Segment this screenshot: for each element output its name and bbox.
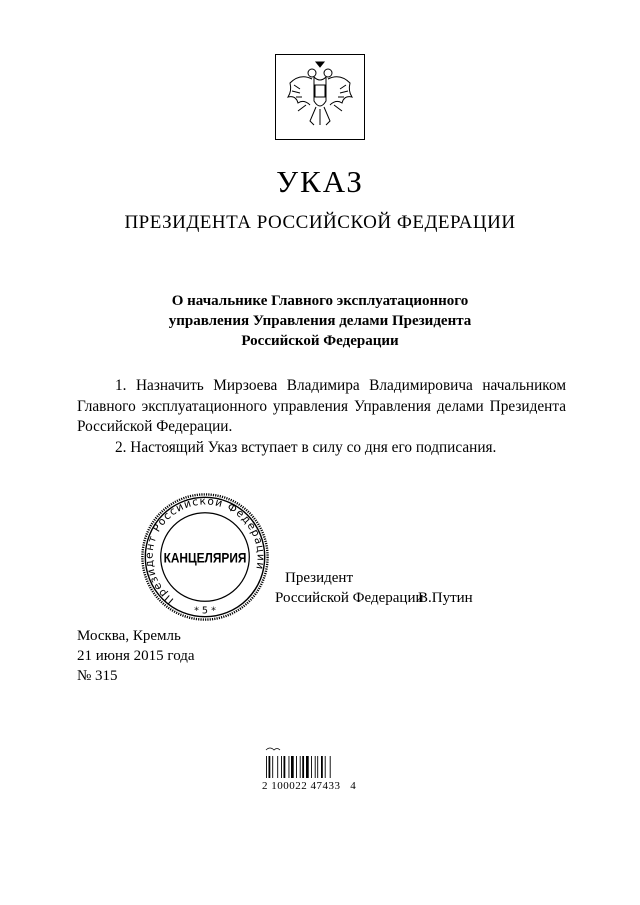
stamp-ring-text: Президент Российской Федерации bbox=[143, 495, 267, 607]
barcode-bar bbox=[330, 756, 331, 778]
barcode-bar bbox=[300, 756, 301, 778]
stamp-number: * 5 * bbox=[194, 605, 216, 617]
document-subtitle: ПРЕЗИДЕНТА РОССИЙСКОЙ ФЕДЕРАЦИИ bbox=[124, 212, 516, 233]
barcode-bar bbox=[302, 756, 304, 778]
place: Москва, Кремль bbox=[77, 628, 181, 644]
decree-body bbox=[77, 376, 566, 458]
barcode-bar bbox=[272, 756, 273, 778]
barcode-bar bbox=[315, 756, 316, 778]
barcode-bar bbox=[291, 756, 294, 778]
document-title: УКАЗ bbox=[276, 164, 364, 199]
official-stamp bbox=[140, 492, 270, 622]
paragraph: 2. Настоящий Указ вступает в силу со дня его подписания. bbox=[115, 438, 497, 456]
barcode-bar bbox=[289, 756, 290, 778]
barcode-bar bbox=[311, 756, 312, 778]
signature-position-line1: Президент bbox=[285, 570, 353, 586]
barcode-bar bbox=[296, 756, 297, 778]
barcode-bar bbox=[306, 756, 309, 778]
paragraph: 1. Назначить Мирзоева Владимира Владимировича начальником Главного эксплуатационного управления Управления делами Президента Российской Федерации. bbox=[77, 377, 566, 435]
barcode-number: 2 100022 47433 4 bbox=[262, 780, 357, 792]
heading-line: Российской Федерации bbox=[241, 333, 399, 349]
signatory-name: В.Путин bbox=[418, 590, 473, 606]
decree-heading bbox=[100, 291, 540, 351]
barcode bbox=[262, 746, 347, 780]
barcode-bar bbox=[321, 756, 323, 778]
barcode-bar bbox=[269, 756, 271, 778]
barcode-bar bbox=[266, 756, 267, 778]
place-date-number bbox=[77, 626, 195, 686]
barcode-bar bbox=[277, 756, 278, 778]
heading-line: О начальнике Главного эксплуатационного bbox=[171, 293, 469, 309]
date: 21 июня 2015 года bbox=[77, 648, 195, 664]
decree-number: № 315 bbox=[77, 668, 118, 684]
coat-of-arms-emblem bbox=[275, 54, 365, 140]
barcode-bar bbox=[284, 756, 286, 778]
signature-position-line2: Российской Федерации bbox=[275, 590, 424, 606]
stamp-center-text: КАНЦЕЛЯРИЯ bbox=[163, 550, 247, 566]
barcode-bar bbox=[317, 756, 318, 778]
heading-line: управления Управления делами Президента bbox=[168, 313, 472, 329]
barcode-bar bbox=[325, 756, 326, 778]
barcode-bar bbox=[281, 756, 282, 778]
